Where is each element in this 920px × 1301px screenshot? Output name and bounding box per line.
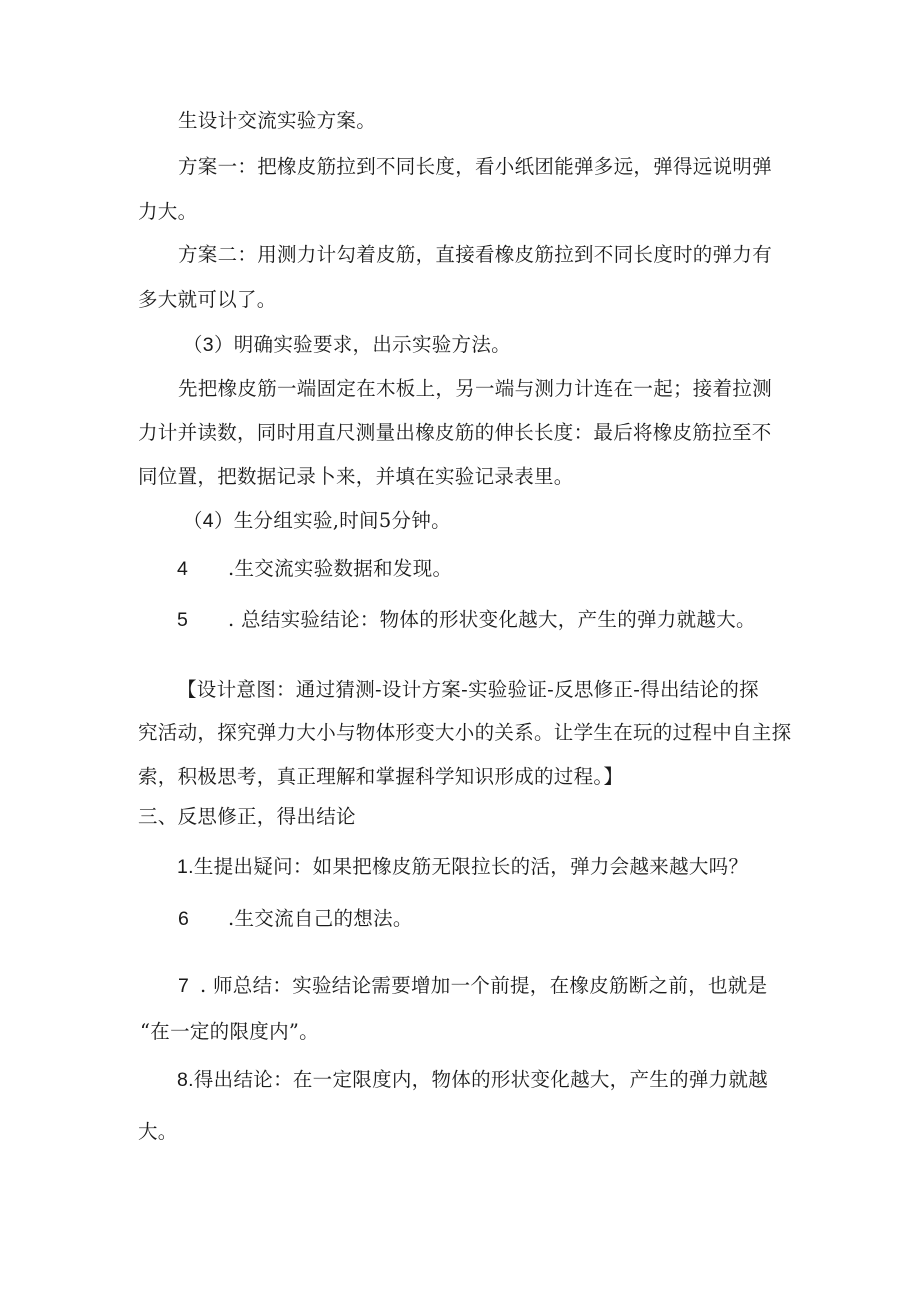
design-intent-line: 索，积极思考，真正理解和掌握科学知识形成的过程。】 [138,765,624,788]
step-number: 8. [177,1069,194,1091]
design-intent-line: 究活动，探究弹力大小与物体形变大小的关系。让学生在玩的过程中自主探 [138,721,792,744]
list-item-1 [177,854,748,880]
paragraph-line: 先把橡皮筋一端固定在木板上，另一端与测力计连在一起；接着拉测 [178,377,773,400]
step-number: 1. [177,856,194,878]
step-line-3 [183,332,511,358]
paragraph-line: 力计并读数，同时用直尺测量出橡皮筋的伸长长度：最后将橡皮筋拉至不 [138,421,772,444]
paragraph-line: 方案一：把橡皮筋拉到不同长度，看小纸团能弹多远，弹得远说明弹 [178,155,773,178]
paragraph-line: 同位置，把数据记录卜来，并填在实验记录表里。 [138,465,574,488]
design-intent-line: 【设计意图：通过猜测-设计方案-实验验证-反思修正-得出结论的探 [177,678,759,701]
step-text: 生提出疑问：如果把橡皮筋无限拉长的活，弹力会越来越大吗？ [193,855,749,878]
list-item-8 [177,1067,768,1093]
step-number: （4） [183,510,234,532]
paragraph-line: 大。 [138,1120,178,1143]
paragraph-line: 力大。 [138,200,198,223]
step-text: 明确实验要求，出示实验方法。 [233,333,511,356]
step-text: 生分组实验,时间5分钟。 [233,509,451,532]
list-number: 4 [177,558,189,580]
list-item-text: .生交流实验数据和发现。 [228,557,453,580]
paragraph-line: “在一定的限度内”。 [140,1020,319,1043]
list-item-text: .生交流自己的想法。 [228,907,413,930]
step-text: 得出结论：在一定限度内，物体的形状变化越大，产生的弹力就越 [193,1068,769,1091]
list-number: 5 [177,609,189,631]
paragraph-line: 生设计交流实验方案。 [178,109,377,132]
step-line-4 [183,508,451,534]
list-item-text: . 总结实验结论：物体的形状变化越大，产生的弹力就越大。 [228,608,756,631]
paragraph-line: 方案二：用测力计勾着皮筋，直接看橡皮筋拉到不同长度时的弹力有 [178,243,773,266]
list-item-text: . 师总结：实验结论需要增加一个前提，在橡皮筋断之前，也就是 [200,974,768,997]
list-number: 6 [178,908,190,930]
step-number: （3） [183,334,234,356]
section-heading: 三、反思修正，得出结论 [138,805,356,828]
paragraph-line: 多大就可以了。 [138,288,277,311]
list-number: 7 [178,975,190,997]
